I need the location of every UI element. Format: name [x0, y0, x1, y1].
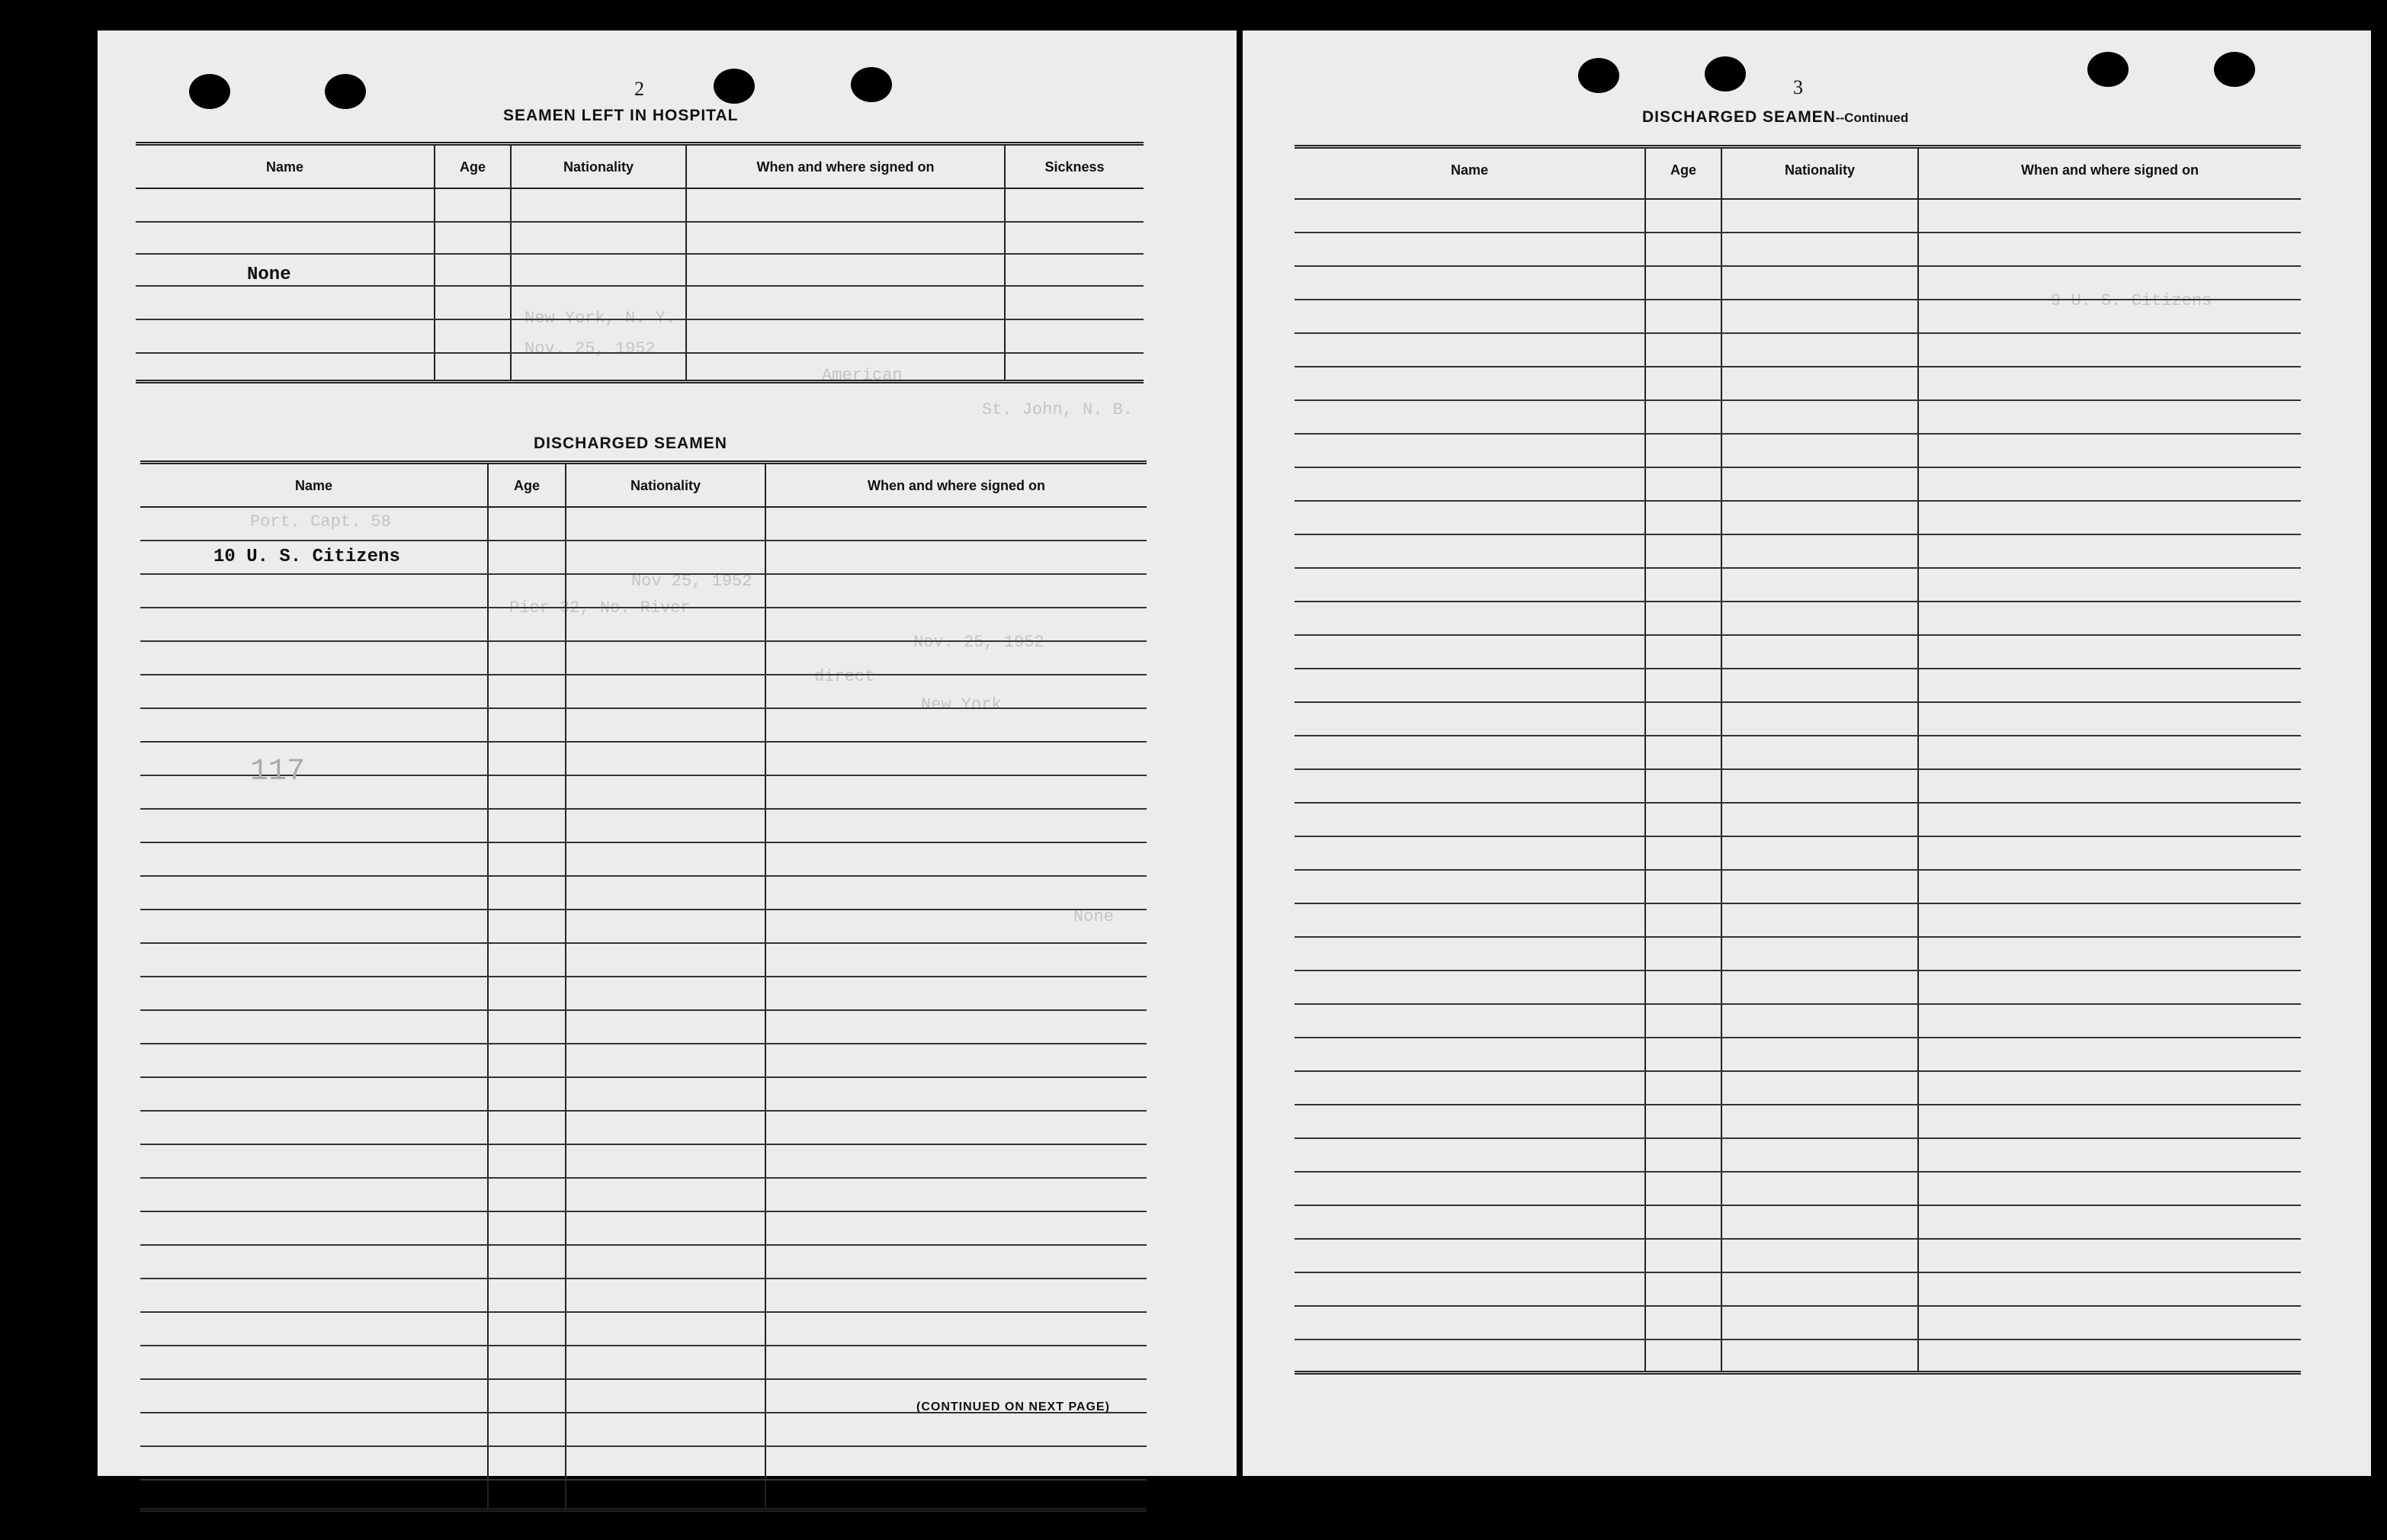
bleed-text: American: [822, 366, 903, 385]
punch-hole: [2214, 52, 2255, 87]
punch-hole: [189, 74, 230, 109]
column-header-name: Name: [136, 144, 435, 188]
discharged-entry: 10 U. S. Citizens: [140, 541, 488, 574]
discharged-table: [140, 460, 1147, 1512]
column-header-age: Age: [1645, 147, 1721, 199]
hospital-section-title: SEAMEN LEFT IN HOSPITAL: [503, 107, 739, 124]
column-header-signed-on: When and where signed on: [1918, 147, 2301, 199]
continued-suffix: --Continued: [1835, 111, 1909, 125]
punch-hole: [2087, 52, 2129, 87]
bleed-text: New York: [921, 695, 1002, 714]
column-header-name: Name: [140, 463, 488, 507]
right-page: [1243, 30, 2371, 1476]
bleed-text: Pier 32, No. River: [509, 598, 691, 618]
bleed-text: Nov. 25, 1952: [913, 633, 1044, 652]
discharged-continued-title: [1642, 108, 1908, 127]
hospital-entry: None: [136, 254, 435, 286]
bleed-text: Nov. 25, 1952: [525, 339, 656, 358]
column-header-nationality: Nationality: [566, 463, 765, 507]
column-header-sickness: Sickness: [1005, 144, 1144, 188]
ink-stamp: 117: [250, 755, 306, 789]
page-number: 3: [1793, 76, 1803, 98]
discharged-continued-table: [1295, 145, 2301, 1375]
column-header-age: Age: [488, 463, 566, 507]
bleed-text: 9 U. S. Citizens: [2051, 291, 2212, 310]
punch-hole: [851, 67, 892, 102]
bleed-text: direct: [814, 667, 875, 686]
column-header-nationality: Nationality: [1721, 147, 1918, 199]
hospital-table: [136, 142, 1144, 383]
bleed-text: Nov 25, 1952: [631, 572, 752, 591]
bleed-text: None: [1073, 907, 1114, 926]
column-header-signed-on: When and where signed on: [686, 144, 1005, 188]
discharged-title-text: DISCHARGED SEAMEN: [1642, 108, 1836, 126]
column-header-nationality: Nationality: [511, 144, 686, 188]
punch-hole: [1578, 58, 1619, 93]
punch-hole: [1705, 56, 1746, 91]
punch-hole: [714, 69, 755, 104]
bleed-text: Port. Capt. 58: [250, 512, 391, 531]
column-header-age: Age: [435, 144, 511, 188]
column-header-name: Name: [1295, 147, 1645, 199]
punch-hole: [325, 74, 366, 109]
continued-footer: (CONTINUED ON NEXT PAGE): [916, 1400, 1110, 1413]
column-header-signed-on: When and where signed on: [765, 463, 1147, 507]
page-number: 2: [634, 78, 644, 100]
left-page: [98, 30, 1237, 1476]
bleed-text: New York, N. Y.: [525, 309, 676, 328]
bleed-text: St. John, N. B.: [982, 400, 1134, 419]
discharged-section-title: DISCHARGED SEAMEN: [534, 435, 727, 452]
